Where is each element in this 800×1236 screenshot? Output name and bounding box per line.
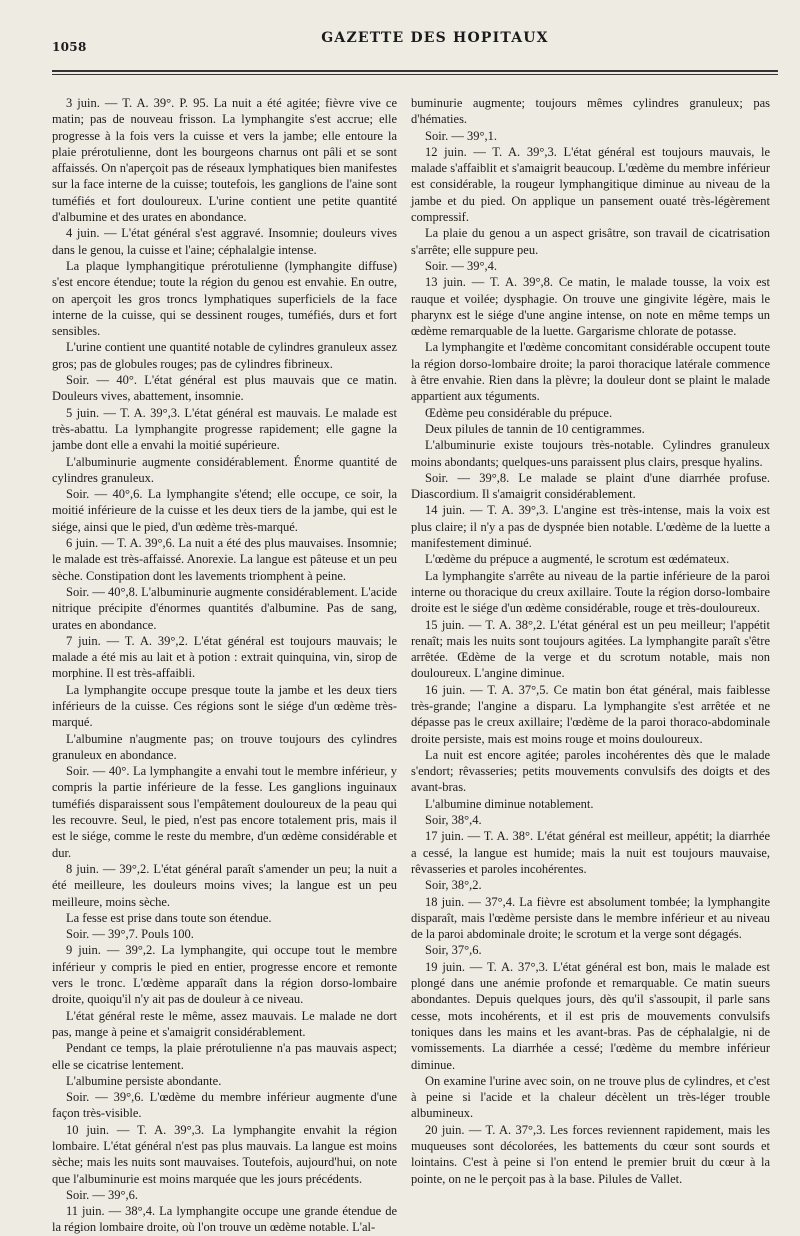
page-number: 1058 <box>52 40 87 54</box>
paragraph: 17 juin. — T. A. 38°. L'état général est meilleur, appétit; la diarrhée a cessé, la langue est humide; mais la nuit est toujours mauvaise, rêvasseries et paroles incohérentes. <box>411 829 770 876</box>
paragraph: Soir. — 39°,7. Pouls 100. <box>66 927 194 942</box>
paragraph: L'albumine persiste abondante. <box>66 1073 222 1088</box>
paragraph: La lymphangite s'arrête au niveau de la partie inférieure de la paroi interne ou thoracique du creux axillaire. Toute la région dorso-lombaire droite est le siége d'un œdème considérable, rouge et très-douloureux. <box>411 568 770 616</box>
paragraph: 14 juin. — T. A. 39°,3. L'angine est très-intense, mais la voix est plus claire; il n'y a pas de dyspnée bien notable. L'œdème de la luette a manifestement diminué. <box>411 503 770 551</box>
paragraph: Soir, 37°,6. <box>425 943 482 958</box>
paragraph: Soir, 38°,4. <box>425 813 482 828</box>
paragraph: La lymphangite et l'œdème concomitant considérable occupent toute la région dorso-lombaire droite; la paroi thoracique latérale commence à être envahie. Rien dans la plèvre; la douleur dont se plaint le malade appartient aux téguments. <box>411 340 770 404</box>
paragraph: 19 juin. — T. A. 37°,3. L'état général est bon, mais le malade est plongé dans une anémie profonde et remarquable. Ce matin sueurs abondantes. Depuis quelques jours, dès qu'il s'assoupit, il parle sans cesse, mots incohérents, et il est pris de mouvements convulsifs toniques dans les mains et les avant-bras. Pas de céphalalgie, ni de vomissements. La diarrhée a cessé; l'œdème du membre inférieur diminue. <box>411 959 770 1072</box>
paragraph: L'albuminurie existe toujours très-notable. Cylindres granuleux moins abondants; quelques-uns paraissent plus clairs, presque hyalins. <box>411 438 770 469</box>
paragraph: L'urine contient une quantité notable de cylindres granuleux assez gros; pas de globules rouges; pas de cylindres fibrineux. <box>52 340 397 371</box>
paragraph: L'albumine diminue notablement. <box>425 796 594 811</box>
right-column <box>411 95 770 1236</box>
paragraph: Soir. — 39°,4. <box>425 258 498 273</box>
paragraph: 18 juin. — 37°,4. La fièvre est absolument tombée; la lymphangite disparaît, mais l'œdème persiste dans le membre inférieur et au niveau de la paroi abdominale droite; le scrotum et la verge sont dégagés. <box>411 894 770 942</box>
paragraph: 20 juin. — T. A. 37°,3. Les forces reviennent rapidement, mais les muqueuses sont décolorées, les battements du cœur sont sourds et lointains. C'est à peine si l'on entend le premier bruit du cœur à la pointe, on ne le perçoit pas à la base. Pilules de Vallet. <box>411 1122 770 1186</box>
paragraph: Soir. — 39°,6. L'œdème du membre inférieur augmente d'une façon très-visible. <box>52 1090 397 1121</box>
paragraph: La fesse est prise dans toute son étendue. <box>66 910 272 925</box>
paragraph: Pendant ce temps, la plaie prérotulienne n'a pas mauvais aspect; elle se cicatrise lentement. <box>52 1041 397 1072</box>
paragraph: Soir. — 40°,6. La lymphangite s'étend; elle occupe, ce soir, la moitié inférieure de la cuisse et les deux tiers de la jambe, qui est le siége, ainsi que le pied, d'un œdème très-marqué. <box>52 487 397 534</box>
paragraph: Soir. — 39°,8. Le malade se plaint d'une diarrhée profuse. Diascordium. Il s'amaigrit considérablement. <box>411 470 770 502</box>
paragraph: Deux pilules de tannin de 10 centigrammes. <box>425 421 645 436</box>
header-rule <box>52 70 778 75</box>
paragraph: 7 juin. — T. A. 39°,2. L'état général est toujours mauvais; le malade a été mis au lait et à potion : extrait quinquina, vin, sirop de morphine. Il est très-affaibli. <box>52 633 397 681</box>
paragraph: 11 juin. — 38°,4. La lymphangite occupe une grande étendue de la région lombaire droite, où l'on trouve un œdème notable. L'al- <box>52 1204 397 1235</box>
paragraph: Soir. — 39°,6. <box>66 1187 139 1202</box>
paragraph: 13 juin. — T. A. 39°,8. Ce matin, le malade tousse, la voix est rauque et voilée; dysphagie. On trouve une gingivite légère, mais le pharynx est le siége d'une angine intense, on note en même temps un œdème remarquable de la luette. Gargarisme chlorate de potasse. <box>411 275 770 339</box>
paragraph: La nuit est encore agitée; paroles incohérentes dès que le malade s'endort; rêvasseries; petits mouvements convulsifs des doigts et des avant-bras. <box>411 747 770 795</box>
paragraph: 4 juin. — L'état général s'est aggravé. Insomnie; douleurs vives dans le genou, la cuisse et l'aine; céphalalgie intense. <box>52 226 397 257</box>
paragraph: L'albumine n'augmente pas; on trouve toujours des cylindres granuleux en abondance. <box>52 731 397 762</box>
paragraph: L'état général reste le même, assez mauvais. Le malade ne dort pas, mange à peine et s'amaigrit considérablement. <box>52 1008 397 1039</box>
paragraph: La lymphangite occupe presque toute la jambe et les deux tiers inférieurs de la cuisse. Ces régions sont le siége d'un œdème très-marqué. <box>52 682 397 730</box>
page-header <box>52 26 778 54</box>
journal-title: GAZETTE DES HOPITAUX <box>321 30 549 46</box>
paragraph: Soir. — 40°,8. L'albuminurie augmente considérablement. L'acide nitrique précipite d'énormes quantités d'albumine. Pas de sang, urates en abondance. <box>52 584 397 632</box>
text-columns <box>52 95 778 1236</box>
paragraph: La plaque lymphangitique prérotulienne (lymphangite diffuse) s'est encore étendue; toute la région du genou est envahie. En outre, on aperçoit les gros troncs lymphatiques superficiels de la face interne de la cuisse, qui se dessinent rouges, tuméfiés, durs et fort sensibles. <box>52 258 397 339</box>
paragraph: La plaie du genou a un aspect grisâtre, son travail de cicatrisation s'arrête; elle suppure peu. <box>411 226 770 257</box>
paragraph: 9 juin. — 39°,2. La lymphangite, qui occupe tout le membre inférieur y compris le pied en entier, progresse encore et remonte vers le tronc. L'œdème apparaît dans la région dorso-lombaire droite, quoiqu'il n'y ait pas de douleur à ce niveau. <box>52 943 397 1007</box>
paragraph: 10 juin. — T. A. 39°,3. La lymphangite envahit la région lombaire. L'état général n'est pas plus mauvais. La langue est moins sèche; mais les nuits sont mauvaises. Toutefois, aujourd'hui, on note que l'albuminurie est moins marquée que les jours précédents. <box>52 1122 397 1186</box>
paragraph: Soir, 38°,2. <box>425 878 482 893</box>
left-column <box>52 95 397 1236</box>
paragraph: Œdème peu considérable du prépuce. <box>425 405 613 420</box>
paragraph: 5 juin. — T. A. 39°,3. L'état général est mauvais. Le malade est très-abattu. La lymphangite progresse rapidement; elle gagne la jambe dont elle a envahi la moitié supérieure. <box>52 405 397 453</box>
paragraph: 3 juin. — T. A. 39°. P. 95. La nuit a été agitée; fièvre vive ce matin; pas de nouveau frisson. La lymphangite s'est accrue; elle progresse à la fois vers la cuisse et vers la jambe; elle entoure la plaie prérotulienne, dont les bourgeons charnus ont pâli et se sont affaissés. On n'aperçoit pas de réseaux lymphatiques bien manifestes sur la face interne de la cuisse; toutefois, les ganglions de l'aine sont tuméfiés et fort douloureux. L'urine contient une petite quantité d'albumine et des urates en abondance. <box>52 96 397 225</box>
paragraph: 8 juin. — 39°,2. L'état général paraît s'amender un peu; la nuit a été meilleure, les douleurs moins vives; la langue est un peu meilleure, moins sèche. <box>52 861 397 909</box>
paragraph: Soir. — 39°,1. <box>425 128 498 143</box>
paragraph: 12 juin. — T. A. 39°,3. L'état général est toujours mauvais, le malade s'affaiblit et s'amaigrit beaucoup. L'œdème du membre inférieur est considérable, la rougeur lymphangitique diminue au niveau de la jambe et du pied. On applique un pansement ouaté très-légèrement compressif. <box>411 144 770 225</box>
paragraph: 6 juin. — T. A. 39°,6. La nuit a été des plus mauvaises. Insomnie; le malade est très-affaissé. Anorexie. La langue est pâteuse et un peu sèche. Constipation dont les lavements triomphent à peine. <box>52 536 397 583</box>
paragraph: Soir. — 40°. L'état général est plus mauvais que ce matin. Douleurs vives, abattement, insomnie. <box>52 373 397 404</box>
paragraph: L'œdème du prépuce a augmenté, le scrotum est œdémateux. <box>425 552 730 567</box>
paragraph: L'albuminurie augmente considérablement. Énorme quantité de cylindres granuleux. <box>52 454 397 485</box>
paragraph: 16 juin. — T. A. 37°,5. Ce matin bon état général, mais faiblesse très-grande; l'angine a disparu. La lymphangite s'est arrêtée et ne dépasse pas le creux axillaire; l'œdème de la paroi thoraco-abdominale droite persiste, mais est moins rouge et moins douloureux. <box>411 682 770 746</box>
paragraph: Soir. — 40°. La lymphangite a envahi tout le membre inférieur, y compris la partie inférieure de la fesse. Les ganglions inguinaux tuméfiés disparaissent sous l'empâtement douloureux de la peau qui les recouvre. Seul, le pied, n'est pas encore totalement pris, mais il est le siége, comme le reste du membre, d'un œdème considérable et dur. <box>52 764 397 860</box>
paragraph-continuation: buminurie augmente; toujours mêmes cylindres granuleux; pas d'hématies. <box>411 96 770 127</box>
paragraph: 15 juin. — T. A. 38°,2. L'état général est un peu meilleur; l'appétit renaît; mais les nuits sont toujours agitées. La lymphangite paraît s'être arrêtée. Œdème de la verge et du scrotum notable, mais non douloureux. L'angine diminue. <box>411 617 770 681</box>
paragraph: On examine l'urine avec soin, on ne trouve plus de cylindres, et c'est à peine si l'acide et la chaleur décèlent un très-léger trouble albumineux. <box>411 1073 770 1121</box>
